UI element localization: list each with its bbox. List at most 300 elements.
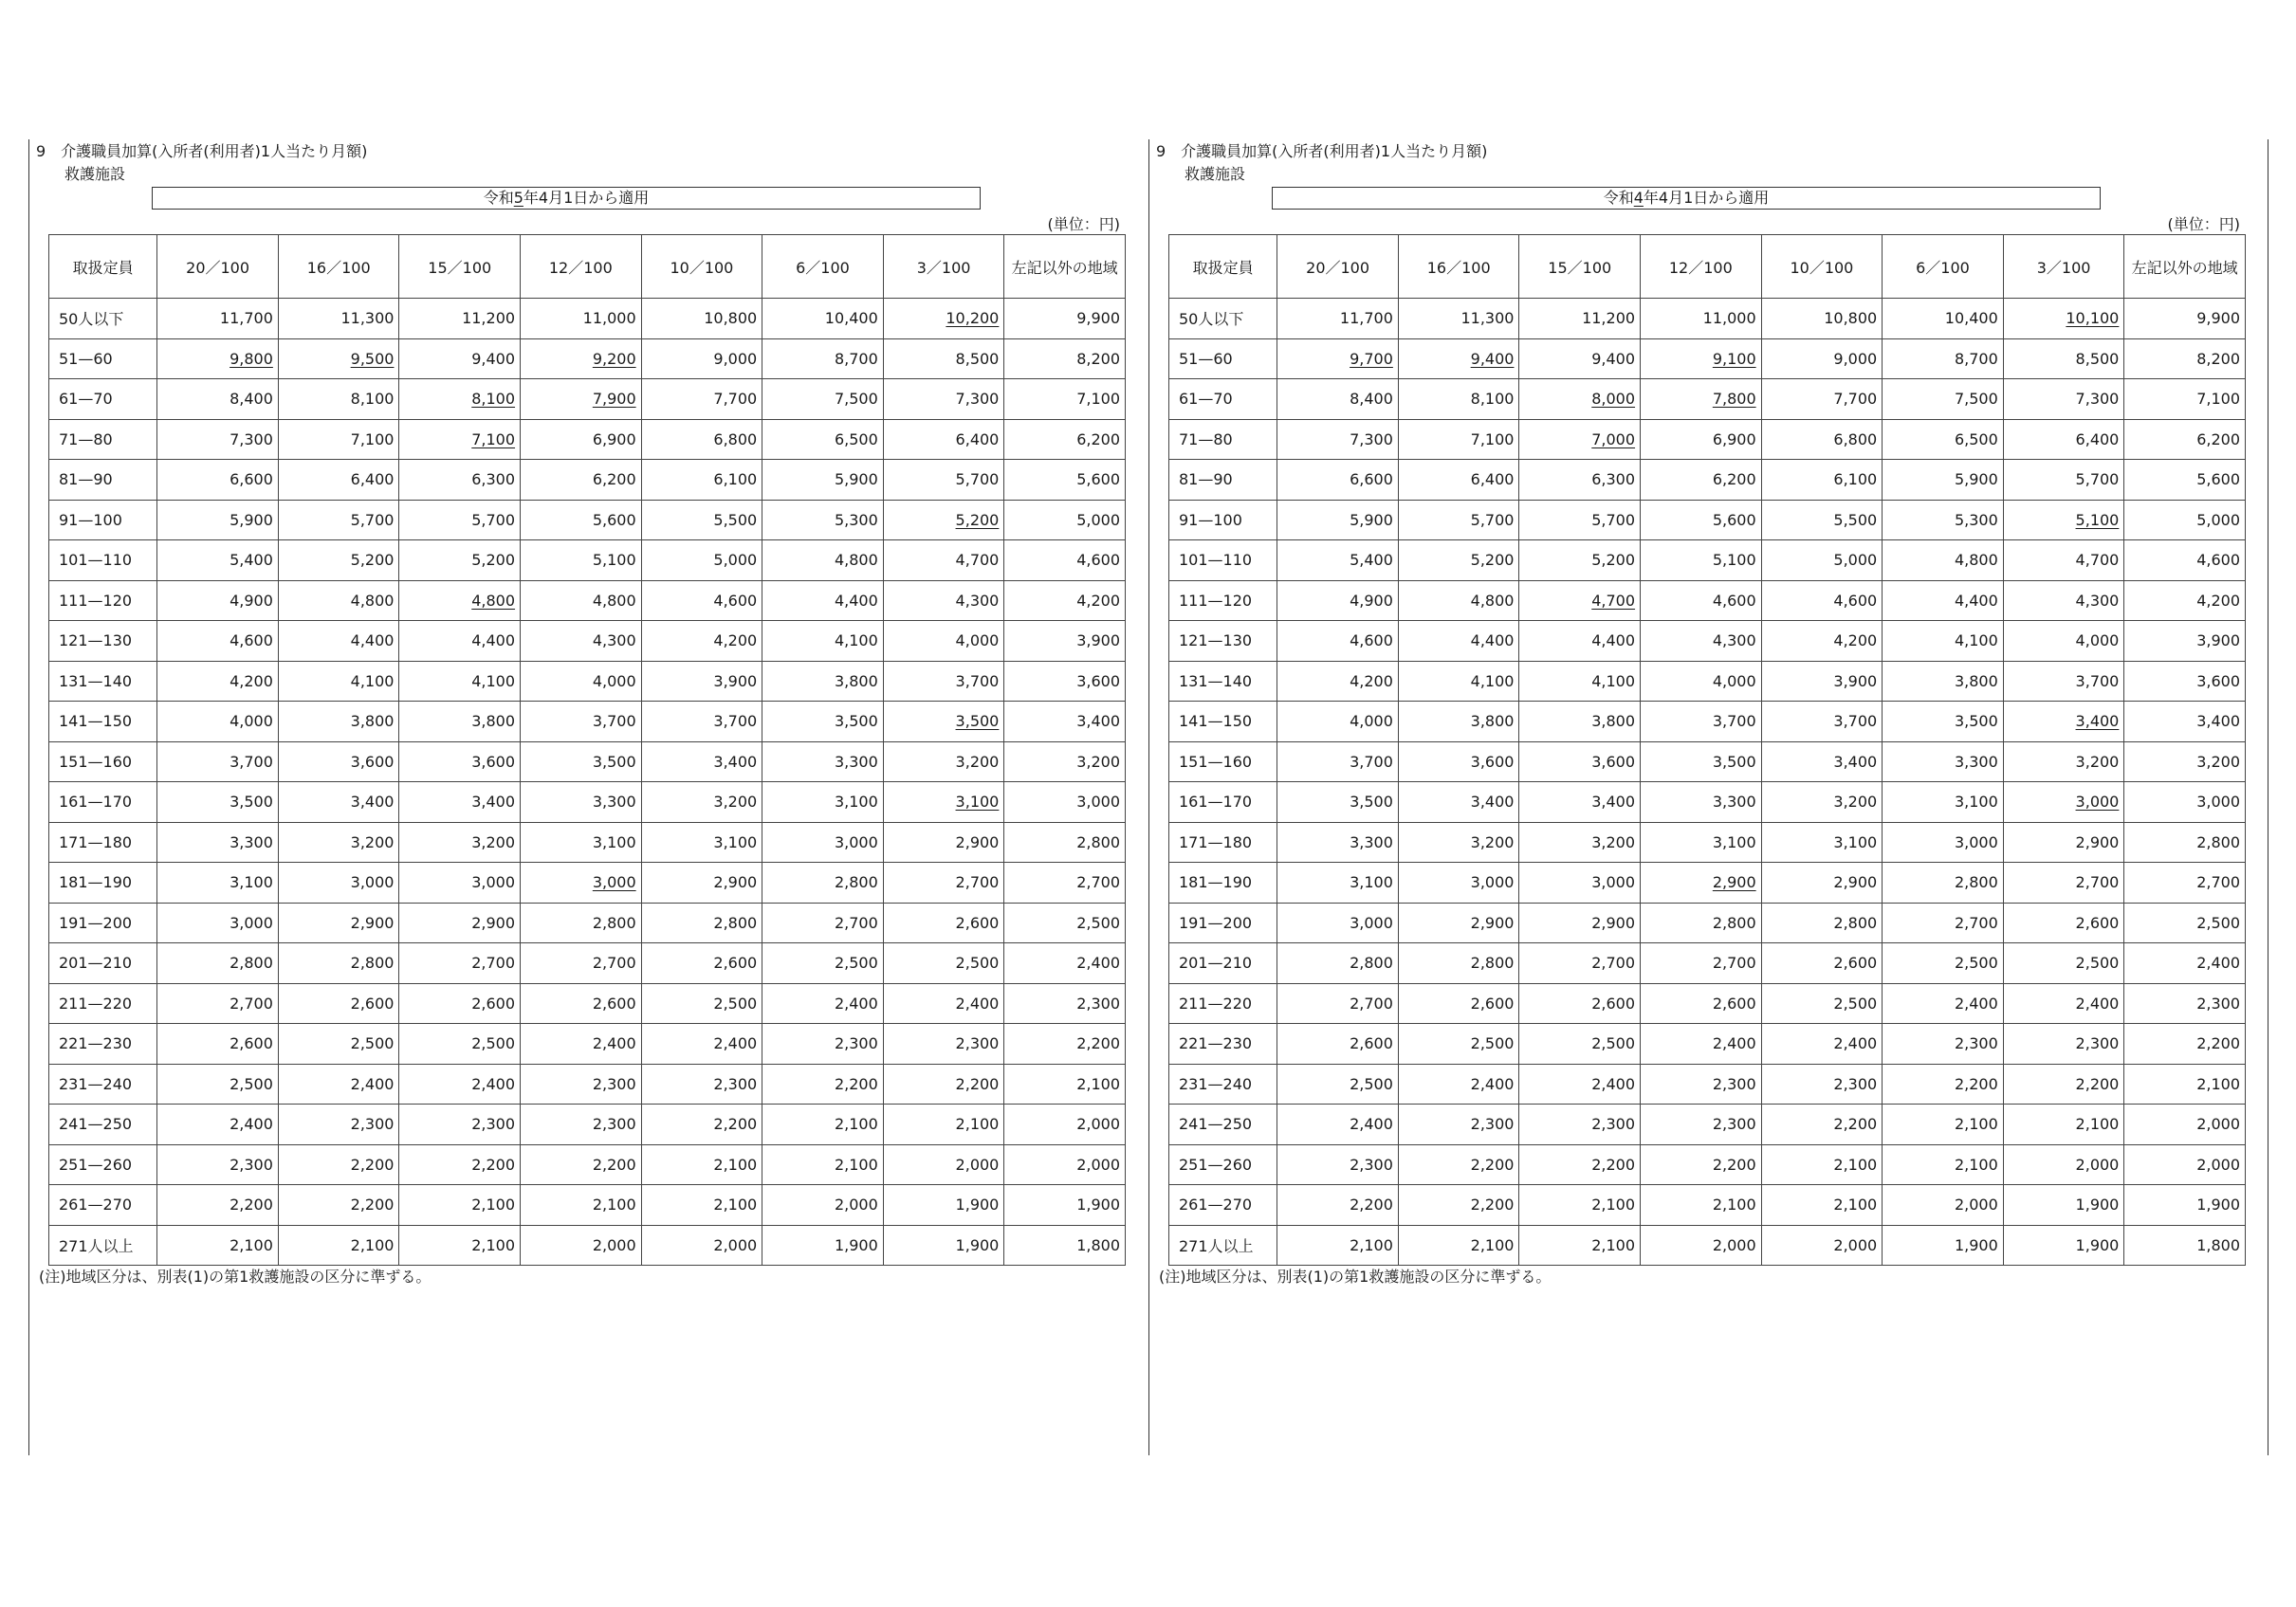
rate-value: 9,100 xyxy=(1712,349,1756,368)
rate-cell xyxy=(521,782,642,823)
rate-cell xyxy=(762,1185,884,1226)
rate-value: 2,300 xyxy=(1712,1074,1756,1093)
table-row xyxy=(1169,500,2246,540)
rate-value: 6,600 xyxy=(1350,470,1393,489)
capacity-cell: 51—60 xyxy=(1169,338,1277,379)
panel-new-rates xyxy=(36,139,1120,1296)
rate-value: 3,700 xyxy=(1712,712,1756,731)
rate-cell xyxy=(278,500,399,540)
rate-cell xyxy=(641,983,762,1024)
rate-value: 4,900 xyxy=(1350,591,1393,610)
rate-value: 3,400 xyxy=(1833,752,1878,771)
rate-value: 4,700 xyxy=(2075,551,2120,570)
capacity-cell: 101—110 xyxy=(49,540,157,581)
table-row xyxy=(49,943,1126,984)
rate-value: 2,800 xyxy=(2196,832,2240,851)
rate-value: 1,900 xyxy=(2075,1196,2120,1214)
rate-value: 3,000 xyxy=(471,873,516,892)
capacity-cell: 81—90 xyxy=(1169,460,1277,501)
rate-value: 4,800 xyxy=(834,551,878,570)
rate-cell xyxy=(1519,661,1641,702)
rate-cell xyxy=(1883,1144,2004,1185)
table-row xyxy=(49,782,1126,823)
rate-value: 2,200 xyxy=(1350,1196,1393,1214)
table-row xyxy=(1169,863,2246,904)
rate-cell xyxy=(1641,1024,1762,1065)
rate-cell xyxy=(1519,702,1641,742)
rate-cell xyxy=(521,1225,642,1266)
rate-value: 4,800 xyxy=(1954,551,1998,570)
rate-value: 2,600 xyxy=(1470,994,1515,1013)
rate-value: 4,600 xyxy=(1833,591,1878,610)
table-row xyxy=(49,702,1126,742)
rate-value: 3,200 xyxy=(2075,752,2120,771)
rate-value: 2,600 xyxy=(350,994,395,1013)
rate-value: 3,000 xyxy=(1350,913,1393,932)
rate-cell xyxy=(399,702,521,742)
rate-cell xyxy=(1641,621,1762,662)
rate-cell xyxy=(1641,540,1762,581)
rate-value: 2,400 xyxy=(471,1074,516,1093)
rate-value: 3,800 xyxy=(471,712,516,731)
capacity-cell: 151—160 xyxy=(1169,741,1277,782)
rate-cell xyxy=(521,299,642,339)
rate-value: 1,900 xyxy=(955,1196,1000,1214)
rate-cell xyxy=(1277,822,1399,863)
rate-cell xyxy=(1761,903,1883,943)
section-heading: 9 介護職員加算(入所者(利用者)1人当たり月額) xyxy=(1156,142,1488,160)
rate-cell xyxy=(1398,621,1519,662)
rate-cell xyxy=(883,903,1004,943)
rate-value: 10,100 xyxy=(2066,309,2120,328)
rate-value: 2,300 xyxy=(230,1155,273,1174)
rate-value: 4,100 xyxy=(350,671,395,690)
rate-cell xyxy=(2003,419,2124,460)
rate-cell xyxy=(762,782,884,823)
rate-cell xyxy=(1004,1144,1126,1185)
rate-cell xyxy=(521,1024,642,1065)
rate-value: 2,500 xyxy=(350,1034,395,1053)
rate-cell xyxy=(762,621,884,662)
rate-value: 4,300 xyxy=(955,591,1000,610)
capacity-cell: 161—170 xyxy=(1169,782,1277,823)
table-row xyxy=(1169,1144,2246,1185)
rate-value: 8,500 xyxy=(2075,349,2120,368)
rate-cell xyxy=(2124,580,2246,621)
rate-value: 2,100 xyxy=(1954,1155,1998,1174)
rate-cell xyxy=(1398,1144,1519,1185)
rate-value: 6,200 xyxy=(1076,429,1120,448)
table-row xyxy=(49,379,1126,420)
rate-value: 4,900 xyxy=(230,591,273,610)
rate-value: 4,100 xyxy=(1470,671,1515,690)
rate-value: 3,400 xyxy=(1591,793,1636,812)
rate-value: 2,400 xyxy=(350,1074,395,1093)
column-header-region: 左記以外の地域 xyxy=(1004,235,1126,299)
rate-cell xyxy=(1277,500,1399,540)
unit-label: (単位：円) xyxy=(2167,215,2240,233)
rate-cell xyxy=(157,661,279,702)
rate-cell xyxy=(1004,983,1126,1024)
rate-value: 4,200 xyxy=(1350,671,1393,690)
rate-value: 2,600 xyxy=(471,994,516,1013)
rate-cell xyxy=(157,460,279,501)
rate-value: 4,400 xyxy=(1591,631,1636,650)
rate-cell xyxy=(521,741,642,782)
rate-cell xyxy=(157,621,279,662)
rate-cell xyxy=(521,419,642,460)
rate-value: 2,100 xyxy=(1470,1235,1515,1254)
rate-cell xyxy=(1883,1064,2004,1105)
rate-cell xyxy=(883,500,1004,540)
rate-value: 8,400 xyxy=(1350,390,1393,409)
rate-cell xyxy=(762,299,884,339)
rate-cell xyxy=(399,621,521,662)
rate-value: 2,300 xyxy=(1470,1115,1515,1134)
rate-cell xyxy=(883,540,1004,581)
rate-value: 11,200 xyxy=(1582,309,1636,328)
rate-cell xyxy=(641,299,762,339)
rate-cell xyxy=(157,1105,279,1145)
rate-cell xyxy=(2124,1105,2246,1145)
rate-value: 4,400 xyxy=(834,591,878,610)
rate-cell xyxy=(641,379,762,420)
rate-value: 3,500 xyxy=(592,752,636,771)
rate-cell xyxy=(641,943,762,984)
rate-cell xyxy=(157,1225,279,1266)
rate-cell xyxy=(1761,338,1883,379)
rate-value: 2,200 xyxy=(2196,1034,2240,1053)
rate-cell xyxy=(1883,419,2004,460)
rate-cell xyxy=(1277,661,1399,702)
rate-value: 3,000 xyxy=(1954,832,1998,851)
rate-value: 8,200 xyxy=(2196,349,2240,368)
rate-value: 2,700 xyxy=(2196,873,2240,892)
rate-value: 2,500 xyxy=(230,1074,273,1093)
facility-label: 救護施設 xyxy=(1185,165,1246,183)
rate-value: 9,400 xyxy=(1470,349,1515,368)
rate-value: 2,000 xyxy=(955,1155,1000,1174)
column-header-capacity: 取扱定員 xyxy=(49,235,157,299)
rate-value: 6,400 xyxy=(350,470,395,489)
rate-value: 3,100 xyxy=(1954,793,1998,812)
rate-value: 3,200 xyxy=(1470,832,1515,851)
rate-value: 3,300 xyxy=(1712,793,1756,812)
rate-value: 7,700 xyxy=(1833,390,1878,409)
rate-cell xyxy=(157,903,279,943)
rate-cell xyxy=(1883,1185,2004,1226)
capacity-cell: 51—60 xyxy=(49,338,157,379)
rate-value: 2,100 xyxy=(1833,1155,1878,1174)
rate-cell xyxy=(1883,782,2004,823)
rate-cell xyxy=(883,419,1004,460)
column-header-region: 6／100 xyxy=(762,235,884,299)
rate-value: 1,800 xyxy=(2196,1235,2240,1254)
rate-value: 4,300 xyxy=(1712,631,1756,650)
rate-cell xyxy=(1641,379,1762,420)
column-header-region: 12／100 xyxy=(1641,235,1762,299)
rate-cell xyxy=(399,419,521,460)
capacity-cell: 231—240 xyxy=(1169,1064,1277,1105)
rate-value: 5,200 xyxy=(1470,551,1515,570)
rate-value: 3,200 xyxy=(955,752,1000,771)
rate-value: 2,600 xyxy=(592,994,636,1013)
table-row xyxy=(1169,702,2246,742)
rate-value: 2,700 xyxy=(1954,913,1998,932)
rate-value: 2,800 xyxy=(1076,832,1120,851)
rate-value: 4,400 xyxy=(350,631,395,650)
rate-value: 5,700 xyxy=(955,470,1000,489)
rate-cell xyxy=(883,702,1004,742)
rate-value: 2,800 xyxy=(230,954,273,973)
capacity-cell: 211—220 xyxy=(49,983,157,1024)
rate-cell xyxy=(1277,460,1399,501)
rate-cell xyxy=(2003,903,2124,943)
rate-value: 5,200 xyxy=(1591,551,1636,570)
rate-cell xyxy=(1519,1225,1641,1266)
rate-cell xyxy=(399,741,521,782)
table-row xyxy=(1169,1225,2246,1266)
rate-table xyxy=(48,234,1126,1266)
rate-value: 8,700 xyxy=(1954,349,1998,368)
rate-value: 4,600 xyxy=(2196,551,2240,570)
rate-cell xyxy=(399,540,521,581)
rate-value: 3,200 xyxy=(350,832,395,851)
rate-cell xyxy=(1277,299,1399,339)
rate-value: 3,900 xyxy=(2196,631,2240,650)
rate-value: 3,900 xyxy=(1076,631,1120,650)
rate-value: 5,900 xyxy=(1350,510,1393,529)
rate-cell xyxy=(521,983,642,1024)
rate-value: 3,700 xyxy=(1833,712,1878,731)
rate-value: 2,400 xyxy=(2075,994,2120,1013)
column-header-region: 16／100 xyxy=(278,235,399,299)
capacity-cell: 271人以上 xyxy=(1169,1225,1277,1266)
rate-value: 2,100 xyxy=(2075,1115,2120,1134)
rate-cell xyxy=(1519,741,1641,782)
rate-value: 3,900 xyxy=(713,671,758,690)
rate-cell xyxy=(2003,1024,2124,1065)
rate-cell xyxy=(399,379,521,420)
rate-cell xyxy=(1519,338,1641,379)
rate-cell xyxy=(1004,460,1126,501)
rate-cell xyxy=(1641,338,1762,379)
rate-value: 8,100 xyxy=(471,390,516,409)
rate-cell xyxy=(1277,540,1399,581)
capacity-cell: 71—80 xyxy=(1169,419,1277,460)
rate-cell xyxy=(883,863,1004,904)
rate-value: 2,400 xyxy=(955,994,1000,1013)
rate-cell xyxy=(278,1024,399,1065)
rate-cell xyxy=(762,419,884,460)
rate-value: 2,500 xyxy=(2196,913,2240,932)
rate-value: 7,300 xyxy=(230,429,273,448)
rate-cell xyxy=(521,1064,642,1105)
rate-value: 1,900 xyxy=(834,1235,878,1254)
rate-cell xyxy=(521,379,642,420)
rate-value: 5,200 xyxy=(350,551,395,570)
rate-value: 2,400 xyxy=(592,1034,636,1053)
rate-cell xyxy=(641,903,762,943)
rate-cell xyxy=(157,1144,279,1185)
rate-value: 10,800 xyxy=(704,309,758,328)
rate-value: 2,100 xyxy=(230,1235,273,1254)
rate-value: 2,400 xyxy=(1076,954,1120,973)
rate-value: 2,700 xyxy=(592,954,636,973)
rate-cell xyxy=(2003,1105,2124,1145)
rate-value: 7,300 xyxy=(955,390,1000,409)
rate-cell xyxy=(883,1024,1004,1065)
table-row xyxy=(1169,540,2246,581)
rate-cell xyxy=(2124,983,2246,1024)
rate-value: 2,200 xyxy=(230,1196,273,1214)
rate-value: 8,200 xyxy=(1076,349,1120,368)
table-row xyxy=(1169,621,2246,662)
rate-value: 6,800 xyxy=(713,429,758,448)
rate-cell xyxy=(641,580,762,621)
rate-value: 7,000 xyxy=(1591,429,1636,448)
rate-cell xyxy=(399,1105,521,1145)
rate-cell xyxy=(2003,661,2124,702)
rate-value: 5,500 xyxy=(713,510,758,529)
rate-cell xyxy=(1641,863,1762,904)
rate-cell xyxy=(2124,460,2246,501)
rate-cell xyxy=(1641,822,1762,863)
rate-cell xyxy=(399,580,521,621)
rate-value: 5,100 xyxy=(592,551,636,570)
rate-cell xyxy=(1883,299,2004,339)
rate-cell xyxy=(2124,943,2246,984)
rate-value: 4,000 xyxy=(955,631,1000,650)
rate-value: 2,100 xyxy=(834,1155,878,1174)
center-divider-rule xyxy=(1148,139,1149,1455)
rate-cell xyxy=(399,1225,521,1266)
rate-value: 2,300 xyxy=(1076,994,1120,1013)
rate-cell xyxy=(1277,1024,1399,1065)
rate-cell xyxy=(641,1144,762,1185)
rate-cell xyxy=(278,460,399,501)
rate-value: 2,600 xyxy=(713,954,758,973)
rate-cell xyxy=(278,863,399,904)
table-row xyxy=(1169,822,2246,863)
period-era-year: 5 xyxy=(513,189,523,207)
rate-cell xyxy=(1519,1105,1641,1145)
rate-value: 3,100 xyxy=(230,873,273,892)
rate-value: 3,700 xyxy=(955,671,1000,690)
rate-value: 2,000 xyxy=(1076,1155,1120,1174)
rate-cell xyxy=(1519,500,1641,540)
rate-value: 2,300 xyxy=(1712,1115,1756,1134)
table-row xyxy=(1169,782,2246,823)
capacity-cell: 141—150 xyxy=(1169,702,1277,742)
rate-value: 2,300 xyxy=(2196,994,2240,1013)
rate-cell xyxy=(2003,863,2124,904)
capacity-cell: 201—210 xyxy=(49,943,157,984)
rate-value: 5,900 xyxy=(1954,470,1998,489)
rate-cell xyxy=(1398,1024,1519,1065)
rate-cell xyxy=(157,782,279,823)
rate-cell xyxy=(1277,782,1399,823)
rate-cell xyxy=(1883,379,2004,420)
rate-cell xyxy=(1398,299,1519,339)
rate-cell xyxy=(641,338,762,379)
rate-cell xyxy=(1883,621,2004,662)
rate-cell xyxy=(1883,943,2004,984)
rate-value: 2,500 xyxy=(955,954,1000,973)
rate-cell xyxy=(2124,1225,2246,1266)
capacity-cell: 191—200 xyxy=(49,903,157,943)
capacity-cell: 181—190 xyxy=(49,863,157,904)
rate-value: 4,300 xyxy=(592,631,636,650)
rate-cell xyxy=(1761,1144,1883,1185)
rate-cell xyxy=(157,299,279,339)
rate-cell xyxy=(2003,338,2124,379)
rate-cell xyxy=(1641,661,1762,702)
rate-cell xyxy=(1641,419,1762,460)
rate-cell xyxy=(1761,702,1883,742)
rate-cell xyxy=(1761,580,1883,621)
rate-value: 8,100 xyxy=(1470,390,1515,409)
rate-cell xyxy=(1277,1105,1399,1145)
rate-value: 4,800 xyxy=(350,591,395,610)
rate-value: 2,800 xyxy=(1712,913,1756,932)
rate-cell xyxy=(157,419,279,460)
rate-cell xyxy=(521,661,642,702)
rate-table xyxy=(1168,234,2246,1266)
capacity-cell: 251—260 xyxy=(1169,1144,1277,1185)
rate-cell xyxy=(1761,863,1883,904)
rate-cell xyxy=(883,1105,1004,1145)
rate-value: 2,100 xyxy=(2196,1074,2240,1093)
column-header-region: 6／100 xyxy=(1883,235,2004,299)
rate-value: 5,000 xyxy=(1076,510,1120,529)
capacity-cell: 61—70 xyxy=(1169,379,1277,420)
rate-value: 2,800 xyxy=(350,954,395,973)
rate-value: 2,200 xyxy=(955,1074,1000,1093)
table-row xyxy=(49,460,1126,501)
rate-cell xyxy=(399,1144,521,1185)
rate-value: 2,400 xyxy=(1591,1074,1636,1093)
rate-value: 8,400 xyxy=(230,390,273,409)
rate-cell xyxy=(1761,1225,1883,1266)
rate-cell xyxy=(883,621,1004,662)
rate-value: 6,300 xyxy=(471,470,516,489)
table-row xyxy=(1169,338,2246,379)
rate-cell xyxy=(2003,782,2124,823)
table-row xyxy=(49,580,1126,621)
rate-value: 6,100 xyxy=(1833,470,1878,489)
rate-cell xyxy=(641,702,762,742)
rate-value: 2,500 xyxy=(713,994,758,1013)
rate-value: 5,700 xyxy=(350,510,395,529)
rate-value: 5,600 xyxy=(2196,470,2240,489)
rate-value: 2,700 xyxy=(230,994,273,1013)
rate-value: 3,100 xyxy=(1350,873,1393,892)
rate-value: 3,400 xyxy=(713,752,758,771)
rate-cell xyxy=(2124,1144,2246,1185)
rate-value: 2,300 xyxy=(1591,1115,1636,1134)
rate-value: 3,300 xyxy=(230,832,273,851)
rate-cell xyxy=(157,540,279,581)
rate-value: 11,700 xyxy=(1339,309,1393,328)
rate-value: 1,900 xyxy=(2075,1235,2120,1254)
rate-cell xyxy=(278,983,399,1024)
rate-cell xyxy=(1398,822,1519,863)
rate-value: 3,500 xyxy=(1712,752,1756,771)
rate-value: 2,000 xyxy=(1712,1235,1756,1254)
capacity-cell: 151—160 xyxy=(49,741,157,782)
rate-cell xyxy=(1519,621,1641,662)
